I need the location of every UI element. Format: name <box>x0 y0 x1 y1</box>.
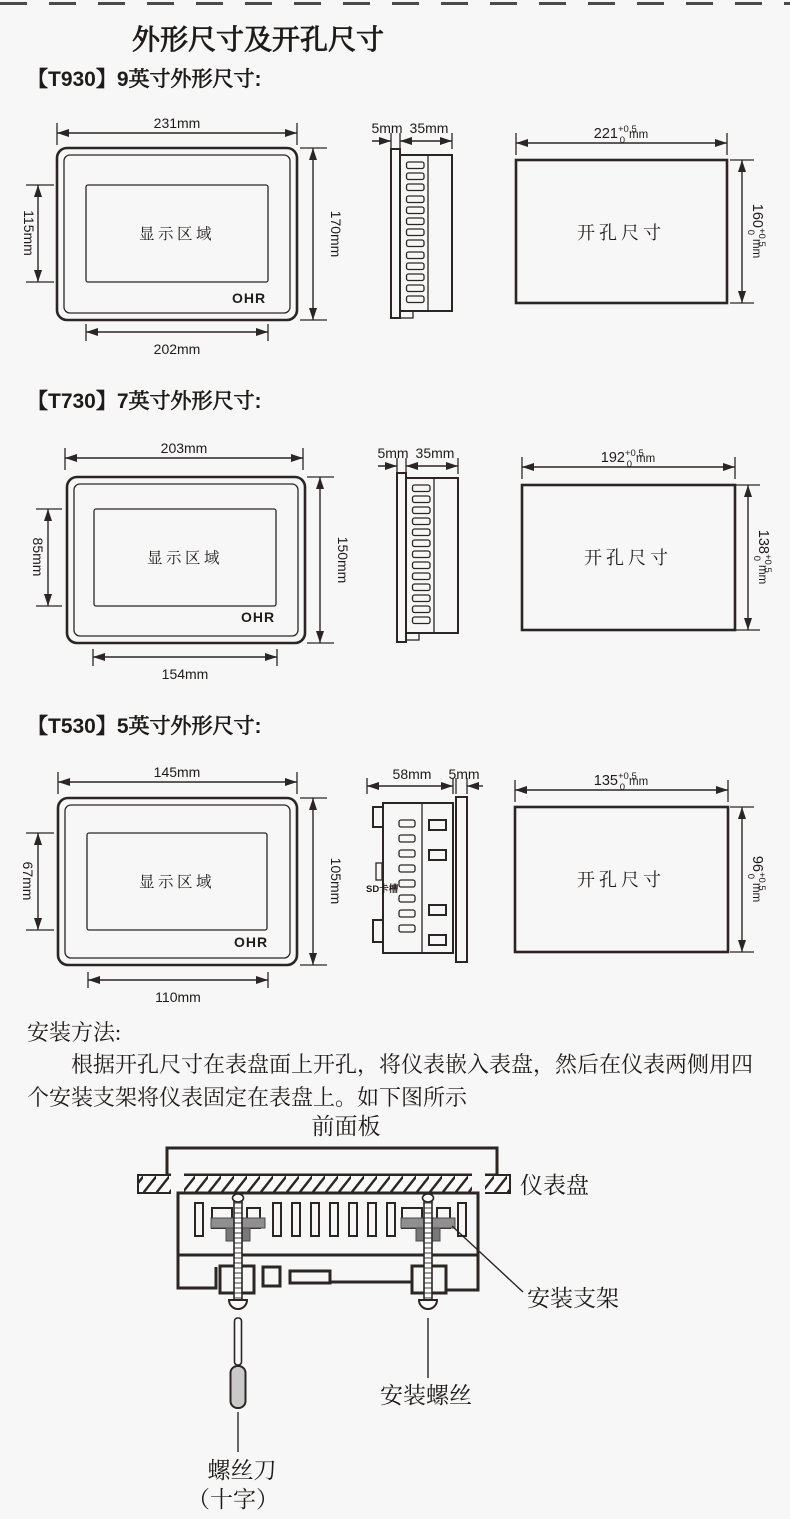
t530-cutout-width-label: $135^{+0.5}$ 0 $^{mm}$ <box>593 771 649 793</box>
t730-width-top-label: 203mm <box>160 440 208 456</box>
t730-front-view <box>30 440 351 682</box>
t530-display-label: 显示区域 <box>138 874 216 891</box>
t530-side-bezel <box>456 797 467 962</box>
t930-height-right-label: 170mm <box>328 210 344 258</box>
t930-vent-slots <box>407 162 425 303</box>
t530-side-body <box>383 803 453 953</box>
t930-body-depth-label: 35mm <box>409 120 449 136</box>
t730-side-body <box>406 478 458 633</box>
t730-dimension-drawing <box>0 430 790 685</box>
screwdriver-label: 螺丝刀 <box>207 1458 277 1483</box>
t930-side-body <box>400 155 452 311</box>
screwdriver-handle <box>231 1366 246 1408</box>
t930-width-bottom-label: 202mm <box>153 341 201 357</box>
t730-display-label: 显示区域 <box>146 550 224 567</box>
t530-cutout-height-label: $96^{+0.5}0^{mm}$ <box>745 855 767 903</box>
t930-brand-logo: OHR <box>231 290 267 306</box>
bracket-leader-line <box>452 1226 523 1292</box>
t530-front-depth-label: 5mm <box>448 766 480 782</box>
front-panel-label: 前面板 <box>311 1114 381 1139</box>
t530-cutout-label: 开孔尺寸 <box>577 870 665 890</box>
t730-cutout-height-label: $138^{+0.5}0^{mm}$ <box>751 529 773 585</box>
page-top-dashed-border <box>0 2 790 5</box>
t530-side-view <box>366 766 483 962</box>
t730-display-height-label: 85mm <box>30 537 46 577</box>
t730-brand-logo: OHR <box>240 609 276 625</box>
t530-vent-slots <box>399 820 415 932</box>
screwdriver-shaft <box>235 1318 242 1365</box>
t530-connector-ports <box>429 820 446 945</box>
install-heading: 安装方法: <box>27 1020 122 1045</box>
section-heading-t930: 【T930】9英寸外形尺寸: <box>27 68 262 91</box>
t930-cutout-width-label: $221^{+0.5}$ 0 $^{mm}$ <box>593 124 649 146</box>
t730-height-right-label: 150mm <box>335 536 351 584</box>
t530-height-right-label: 105mm <box>328 857 344 905</box>
t730-side-view <box>377 445 458 642</box>
t730-cutout-view <box>522 448 773 630</box>
page-title: 外形尺寸及开孔尺寸 <box>131 24 384 55</box>
t730-side-bezel <box>397 473 406 642</box>
t530-width-bottom-label: 110mm <box>155 989 201 1005</box>
t530-front-view <box>20 764 344 1005</box>
t930-cutout-label: 开孔尺寸 <box>577 223 665 243</box>
t730-cutout-label: 开孔尺寸 <box>584 548 672 568</box>
t930-dimension-drawing <box>0 105 790 360</box>
t530-width-top-label: 145mm <box>153 764 201 780</box>
t930-front-depth-label: 5mm <box>371 120 403 136</box>
t930-cutout-height-label: $160^{+0.5}0^{mm}$ <box>745 203 767 259</box>
t730-vent-slots <box>413 485 431 624</box>
t530-sd-slot-label: SD卡槽 <box>366 884 399 895</box>
t530-cutout-view <box>515 771 767 952</box>
instrument-panel-label: 仪表盘 <box>520 1173 589 1198</box>
front-panel-plate <box>167 1148 497 1175</box>
screwdriver <box>231 1318 246 1408</box>
install-assembly <box>138 1148 619 1512</box>
t730-body-depth-label: 35mm <box>415 445 455 461</box>
t530-display-height-label: 67mm <box>20 861 36 901</box>
t530-dimension-drawing <box>0 755 790 1010</box>
t930-width-top-label: 231mm <box>153 115 201 131</box>
t530-brand-logo: OHR <box>233 934 269 950</box>
bracket-label: 安装支架 <box>527 1286 619 1311</box>
t730-front-depth-label: 5mm <box>377 445 409 461</box>
screw-label: 安装螺丝 <box>380 1383 472 1408</box>
device-lower-profile <box>178 1255 478 1293</box>
section-heading-t730: 【T730】7英寸外形尺寸: <box>27 390 262 413</box>
t930-cutout-view <box>516 124 767 303</box>
t530-body-depth-label: 58mm <box>392 766 432 782</box>
t730-width-bottom-label: 154mm <box>161 666 209 682</box>
install-paragraph: 根据开孔尺寸在表盘面上开孔，将仪表嵌入表盘，然后在仪表两侧用四个安装支架将仪表固定在表盘上。如下图所示 <box>27 1052 754 1110</box>
screwdriver-type-label: （十字） <box>187 1487 279 1512</box>
installation-diagram <box>0 1140 790 1519</box>
t930-display-height-label: 115mm <box>21 210 37 256</box>
instrument-panel-hatched <box>138 1175 510 1193</box>
t530-sd-card-slot <box>376 863 382 880</box>
section-heading-t530: 【T530】5英寸外形尺寸: <box>27 715 262 738</box>
t930-side-view <box>371 120 452 318</box>
t930-display-label: 显示区域 <box>138 226 216 243</box>
t730-cutout-width-label: $192^{+0.5}$ 0 $^{mm}$ <box>600 448 656 470</box>
t930-side-bezel <box>391 149 400 318</box>
t930-front-view <box>21 115 344 357</box>
